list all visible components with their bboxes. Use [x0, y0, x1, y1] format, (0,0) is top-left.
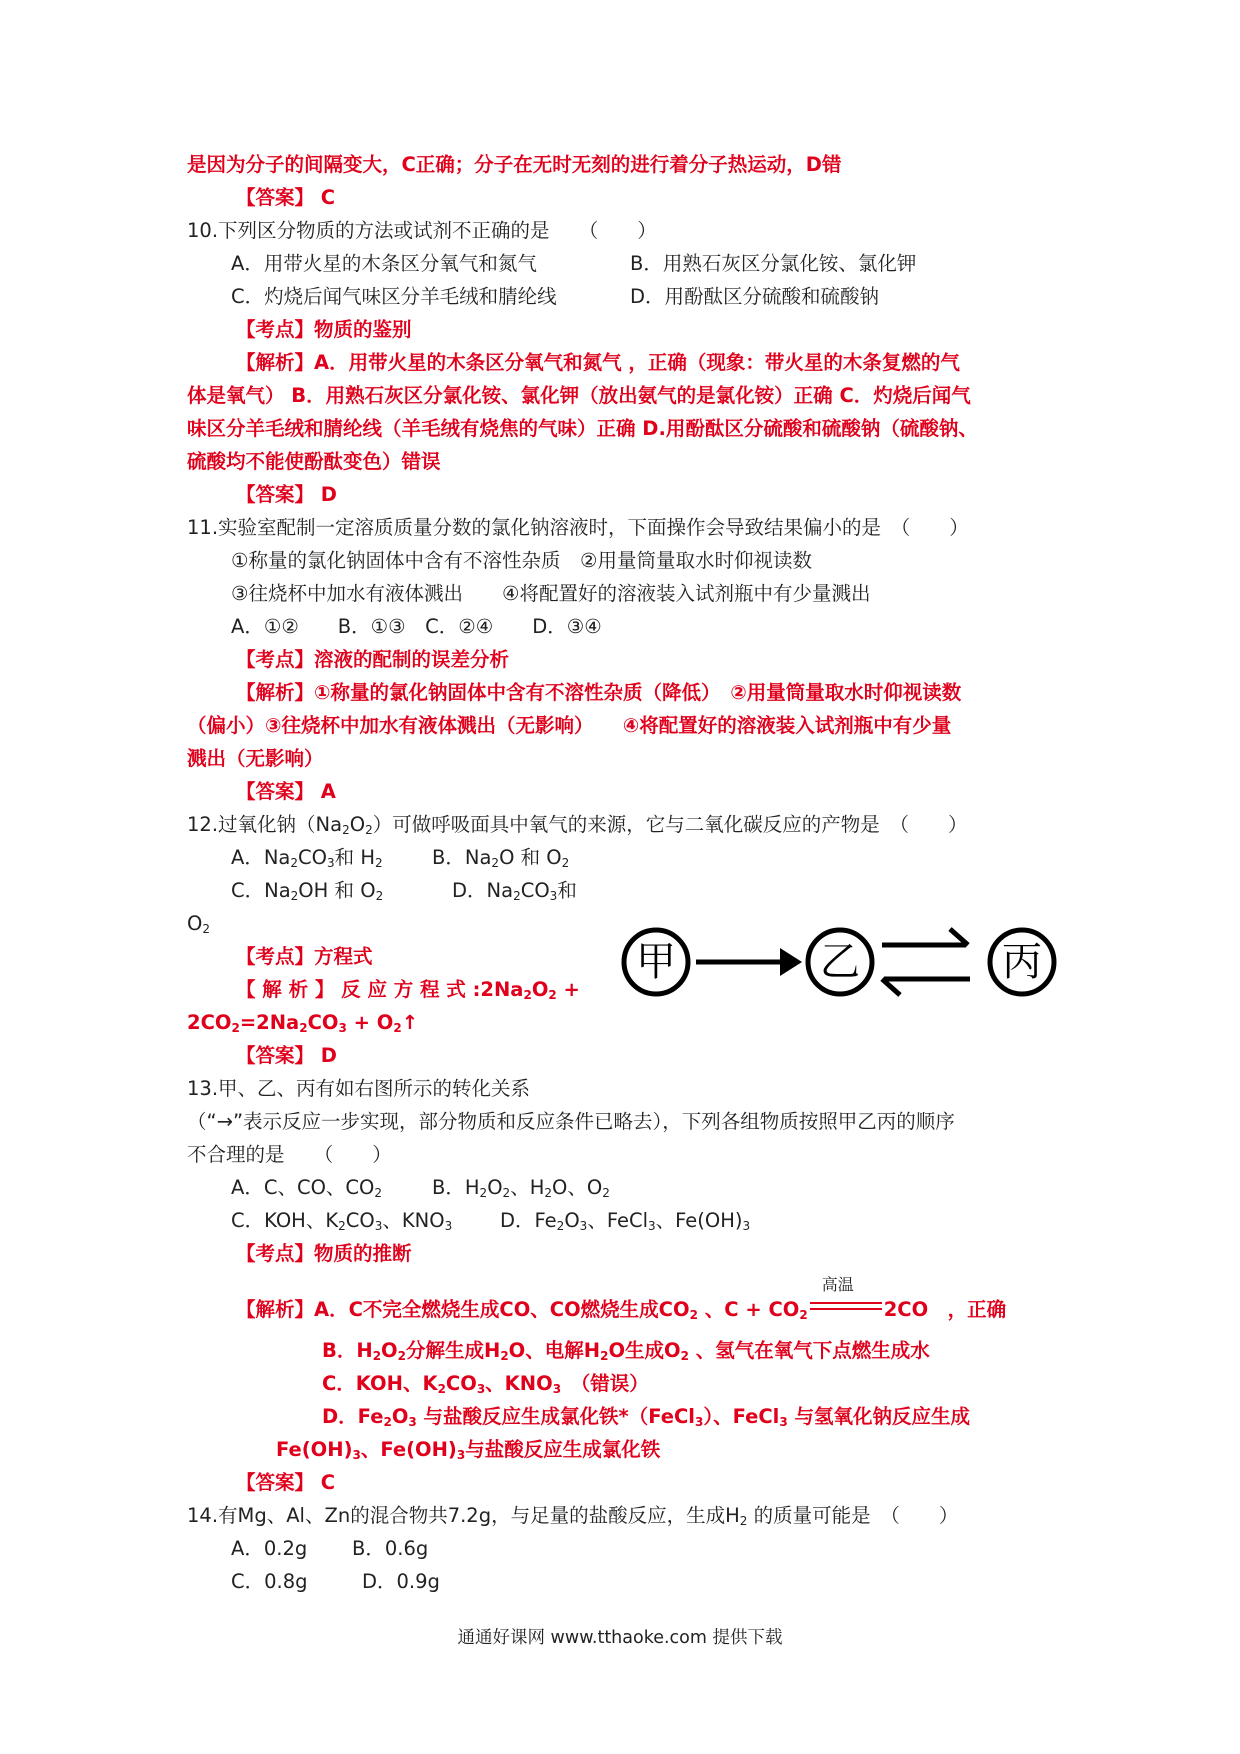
q10-option-c: C．灼烧后闻气味区分羊毛绒和腈纶线	[231, 285, 557, 308]
question-13-line-2: （“→”表示反应一步实现，部分物质和反应条件已略去），下列各组物质按照甲乙丙的顺序	[187, 1110, 955, 1133]
q10-topic: 【考点】物质的鉴别	[236, 318, 412, 341]
q10-analysis-1: 【解析】A．用带火星的木条区分氧气和氮气 ，正确（现象：带火星的木条复燃的气	[236, 351, 960, 374]
q14-option-d: D．0.9g	[362, 1570, 440, 1593]
q13-option-b: B．$H_2O_2$、$H_2O$、$O_2$	[432, 1176, 610, 1200]
q11-options: A．①② B．①③ C．②④ D．③④	[231, 615, 602, 638]
q14-option-c: C．0.8g	[231, 1570, 308, 1593]
q11-topic: 【考点】溶液的配制的误差分析	[236, 648, 510, 671]
q12-topic: 【考点】方程式	[236, 945, 373, 968]
q11-answer: 【答案】 A	[236, 780, 336, 803]
svg-text:丙: 丙	[1002, 939, 1042, 985]
q13-analysis-d-cont: $Fe(OH)_3$、$Fe(OH)_3$与盐酸反应生成氯化铁	[276, 1438, 661, 1462]
q11-analysis-3: 溅出（无影响）	[187, 747, 324, 770]
page-footer: 通通好课网 www.tthaoke.com 提供下载	[457, 1628, 783, 1648]
q11-analysis-1: 【解析】①称量的氯化钠固体中含有不溶性杂质（降低） ②用量筒量取水时仰视读数	[236, 681, 962, 704]
q11-analysis-2: （偏小）③往烧杯中加水有液体溅出（无影响） ④将配置好的溶液装入试剂瓶中有少量	[187, 714, 952, 737]
arrow-yi-to-bing	[882, 929, 968, 945]
reaction-condition: 高温	[810, 1298, 882, 1318]
q13-analysis-a: 【解析】A．C不完全燃烧生成CO、CO燃烧生成$CO_2$ 、$C + CO_2$ 高温 2CO ，正确	[236, 1275, 1007, 1322]
continued-analysis-line: 是因为分子的间隔变大，C正确；分子在无时无刻的进行着分子热运动，D错	[187, 153, 842, 176]
q13-analysis-d: D．$Fe_2O_3$ 与盐酸反应生成氯化铁*（FeCl$_3$）、FeCl$_3$ 与氢氧化钠反应生成	[322, 1405, 971, 1429]
q12-option-a: A．$Na_2CO_3$和 $H_2$	[231, 846, 383, 870]
question-12: 12.过氧化钠$(Na_2O_2)$可做呼吸面具中氧气的来源，它与二氧化碳反应的产物是 （ ）	[187, 813, 968, 837]
q12-option-d: D．$Na_2CO_3$和	[452, 879, 577, 903]
q10-analysis-4: 硫酸均不能使酚酞变色）错误	[187, 450, 441, 473]
q10-answer: 【答案】 D	[236, 483, 337, 506]
q11-statements-2: ③往烧杯中加水有液体溅出 ④将配置好的溶液装入试剂瓶中有少量溅出	[231, 582, 871, 605]
q10-analysis-2: 体是氧气） B．用熟石灰区分氯化铵、氯化钾（放出氨气的是氯化铵）正确 C．灼烧后闻气	[187, 384, 971, 407]
q12-analysis-2: $2CO_2=2Na_2CO_3$ + $O_2↑$	[187, 1011, 419, 1035]
question-11: 11.实验室配制一定溶质质量分数的氯化钠溶液时，下面操作会导致结果偏小的是 （ ）	[187, 516, 969, 539]
node-yi	[808, 930, 872, 994]
svg-text:乙: 乙	[820, 939, 860, 985]
q12-analysis-1: 【 解 析 】 反 应 方 程 式 $:2Na_2O_2$ +	[236, 978, 580, 1002]
q12-option-b: B．$Na_2O$ 和 $O_2$	[432, 846, 570, 870]
q13-analysis-c: C．KOH、$K_2CO_3$、$KNO_3$ （错误）	[322, 1372, 649, 1396]
question-10: 10.下列区分物质的方法或试剂不正确的是 （ ）	[187, 219, 657, 242]
q12-option-c: C．$Na_2OH$ 和 $O_2$	[231, 879, 384, 903]
q11-statements-1: ①称量的氯化钠固体中含有不溶性杂质 ②用量筒量取水时仰视读数	[231, 549, 812, 572]
q13-analysis-b: B．$H_2O_2$分解生成$H_2O$、电解$H_2O$生成$O_2$ 、氢气在氧气下点燃生成水	[322, 1339, 930, 1363]
question-13-line-3: 不合理的是 （ ）	[187, 1143, 392, 1166]
q13-option-c: C．KOH、$K_2CO_3$、$KNO_3$	[231, 1209, 453, 1233]
q13-option-d: D．$Fe_2O_3$、FeCl$_3$、$Fe(OH)_3$	[500, 1209, 751, 1233]
arrow-jia-to-yi	[696, 948, 802, 976]
q10-option-b: B．用熟石灰区分氯化铵、氯化钾	[630, 252, 917, 275]
node-bing	[990, 930, 1054, 994]
question-14: 14.有Mg、Al、Zn的混合物共7.2g，与足量的盐酸反应，生成$H_2$ 的质量可能是 （ ）	[187, 1504, 959, 1528]
q12-answer: 【答案】 D	[236, 1044, 337, 1067]
q12-option-d-wrap: $O_2$	[187, 912, 210, 936]
answer-q9: 【答案】 C	[236, 186, 336, 209]
q10-analysis-3: 味区分羊毛绒和腈纶线（羊毛绒有烧焦的气味）正确 D.用酚酞区分硫酸和硫酸钠（硫酸钠、	[187, 417, 978, 440]
q13-option-a: A．C、CO、$CO_2$	[231, 1176, 383, 1200]
q13-answer: 【答案】 C	[236, 1471, 336, 1494]
q10-option-a: A．用带火星的木条区分氧气和氮气	[231, 252, 537, 275]
conversion-diagram	[620, 915, 1080, 1025]
q14-option-a: A．0.2g	[231, 1537, 308, 1560]
q14-option-b: B．0.6g	[352, 1537, 429, 1560]
svg-text:甲: 甲	[636, 939, 676, 985]
node-jia	[624, 930, 688, 994]
q10-option-d: D．用酚酞区分硫酸和硫酸钠	[630, 285, 880, 308]
arrow-bing-to-yi	[882, 979, 970, 995]
question-13: 13.甲、乙、丙有如右图所示的转化关系	[187, 1077, 531, 1100]
q13-topic: 【考点】物质的推断	[236, 1242, 412, 1265]
